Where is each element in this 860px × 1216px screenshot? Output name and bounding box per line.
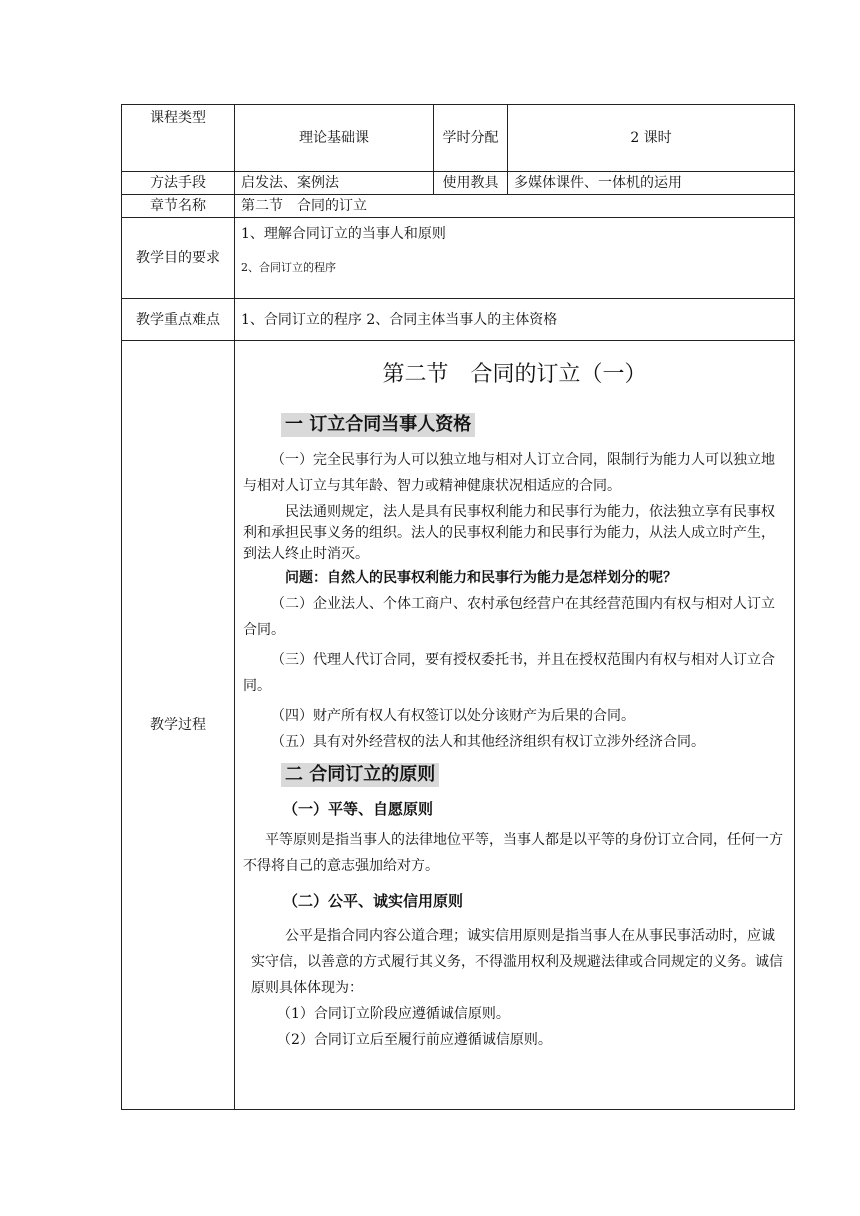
course-type-value: 理论基础课 (235, 105, 434, 172)
paragraph-3: （二）企业法人、个体工商户、农村承包经营户在其经营范围内有权与相对人订立合同。 (243, 596, 775, 638)
hours-value: 2 课时 (508, 105, 795, 172)
paragraph-1: （一）完全民事行为人可以独立地与相对人订立合同，限制行为能力人可以独立地与相对人订立与其年龄、智力或精神健康状况相适应的合同。 (243, 452, 775, 494)
row-key-points (122, 299, 795, 341)
chapter-label: 章节名称 (122, 195, 235, 218)
method-label: 方法手段 (122, 172, 235, 195)
row-goal (122, 218, 795, 299)
goal-item-1: 1、理解合同订立的当事人和原则 (241, 226, 446, 242)
process-label: 教学过程 (122, 341, 235, 1110)
paragraph-6: （五）具有对外经营权的法人和其他经济组织有权订立涉外经济合同。 (271, 734, 705, 750)
tools-label: 使用教具 (434, 172, 508, 195)
paragraph-4: （三）代理人代订合同，要有授权委托书，并且在授权范围内有权与相对人订立合同。 (243, 652, 775, 694)
paragraph-9: （1）合同订立阶段应遵循诚信原则。 (277, 1006, 510, 1022)
heading-principles: 二 合同订立的原则 (281, 763, 439, 787)
method-value: 启发法、案例法 (235, 172, 434, 195)
paragraph-10: （2）合同订立后至履行前应遵循诚信原则。 (277, 1032, 552, 1048)
goal-value (235, 218, 795, 299)
paragraph-8: 公平是指合同内容公道合理；诚实信用原则是指当事人在从事民事活动时，应诚实守信，以善意的方式履行其义务，不得滥用权利及规避法律或合同规定的义务。诚信原则具体体现为： (251, 928, 783, 996)
subheading-equality: （一）平等、自愿原则 (283, 800, 434, 818)
course-type-label: 课程类型 (122, 105, 235, 172)
tools-value: 多媒体课件、一体机的运用 (508, 172, 795, 195)
key-label: 教学重点难点 (122, 299, 235, 341)
row-method (122, 172, 795, 195)
paragraph-5: （四）财产所有权人有权签订以处分该财产为后果的合同。 (271, 708, 635, 724)
chapter-value: 第二节 合同的订立 (235, 195, 795, 218)
paragraph-2: 民法通则规定，法人是具有民事权利能力和民事行为能力，依法独立享有民事权利和承担民事义务的组织。法人的民事权利能力和民事行为能力，从法人成立时产生，到法人终止时消灭。 (243, 504, 775, 562)
goal-label: 教学目的要求 (122, 218, 235, 299)
section-title: 第二节 合同的订立（一） (382, 362, 647, 387)
row-process (122, 341, 795, 1110)
row-course-type (122, 105, 795, 172)
hours-label: 学时分配 (434, 105, 508, 172)
goal-item-2: 2、合同订立的程序 (241, 261, 336, 274)
heading-qualification: 一 订立合同当事人资格 (281, 413, 475, 437)
question: 问题：自然人的民事权利能力和民事行为能力是怎样划分的呢？ (285, 570, 677, 586)
subheading-fairness: （二）公平、诚实信用原则 (283, 892, 464, 910)
row-chapter (122, 195, 795, 218)
key-value: 1、合同订立的程序 2、合同主体当事人的主体资格 (235, 299, 795, 341)
lesson-plan-table (121, 104, 795, 1110)
process-content (235, 341, 795, 1110)
paragraph-7: 平等原则是指当事人的法律地位平等，当事人都是以平等的身份订立合同，任何一方不得将自己的意志强加给对方。 (243, 832, 783, 874)
